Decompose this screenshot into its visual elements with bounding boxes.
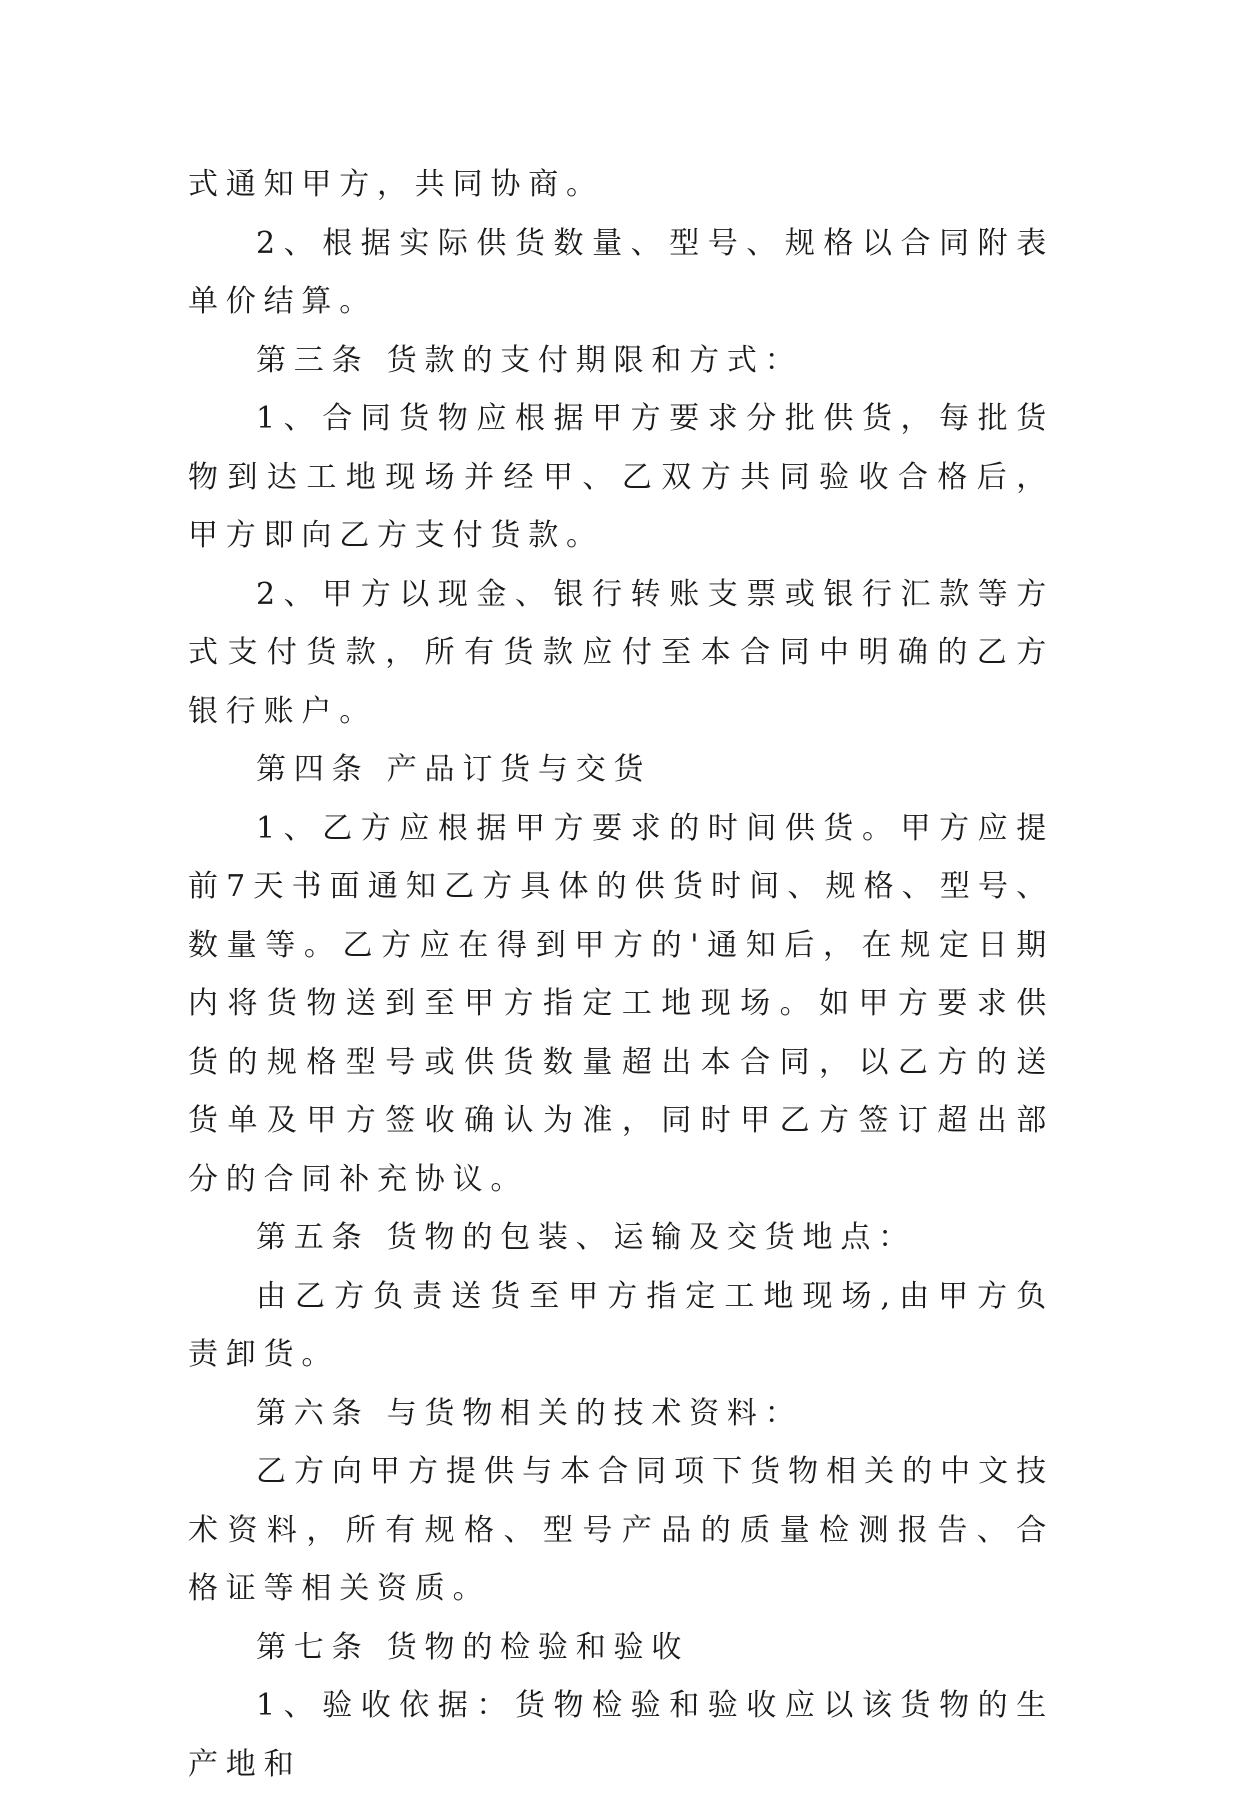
paragraph-batch-delivery: 1、合同货物应根据甲方要求分批供货，每批货物到达工地现场并经甲、乙双方共同验收合格后，甲方即向乙方支付货款。 <box>188 401 1054 553</box>
paragraph-settlement: 2、根据实际供货数量、型号、规格以合同附表单价结算。 <box>188 225 1054 319</box>
document-body <box>188 156 1054 1794</box>
paragraph-technical-docs: 乙方向甲方提供与本合同项下货物相关的中文技术资料，所有规格、型号产品的质量检测报告、合格证等相关资质。 <box>188 1454 1054 1606</box>
paragraph-inspection-basis: 1、验收依据：货物检验和验收应以该货物的生产地和 <box>188 1688 1054 1782</box>
article-6-heading: 第六条 与货物相关的技术资料： <box>256 1395 803 1431</box>
paragraph-payment-method: 2、甲方以现金、银行转账支票或银行汇款等方式支付货款，所有货款应付至本合同中明确的乙方银行账户。 <box>188 576 1054 729</box>
paragraph-transport: 由乙方负责送货至甲方指定工地现场,由甲方负责卸货。 <box>188 1278 1054 1372</box>
article-5-heading: 第五条 货物的包装、运输及交货地点： <box>256 1220 916 1255</box>
article-4-heading: 第四条 产品订货与交货 <box>256 752 652 787</box>
paragraph-continuation: 式通知甲方，共同协商。 <box>188 167 604 202</box>
article-7-heading: 第七条 货物的检验和验收 <box>256 1629 690 1665</box>
paragraph-order-delivery: 1、乙方应根据甲方要求的时间供货。甲方应提前7天书面通知乙方具体的供货时间、规格、型号、数量等。乙方应在得到甲方的'通知后，在规定日期内将货物送到至甲方指定工地现场。如甲方要求供货的规格型号或供货数量超出本合同，以乙方的送货单及甲方签收确认为准，同时甲乙方签订超出部分的合同补充协议。 <box>188 810 1054 1197</box>
article-3-heading: 第三条 货款的支付期限和方式： <box>256 342 803 378</box>
